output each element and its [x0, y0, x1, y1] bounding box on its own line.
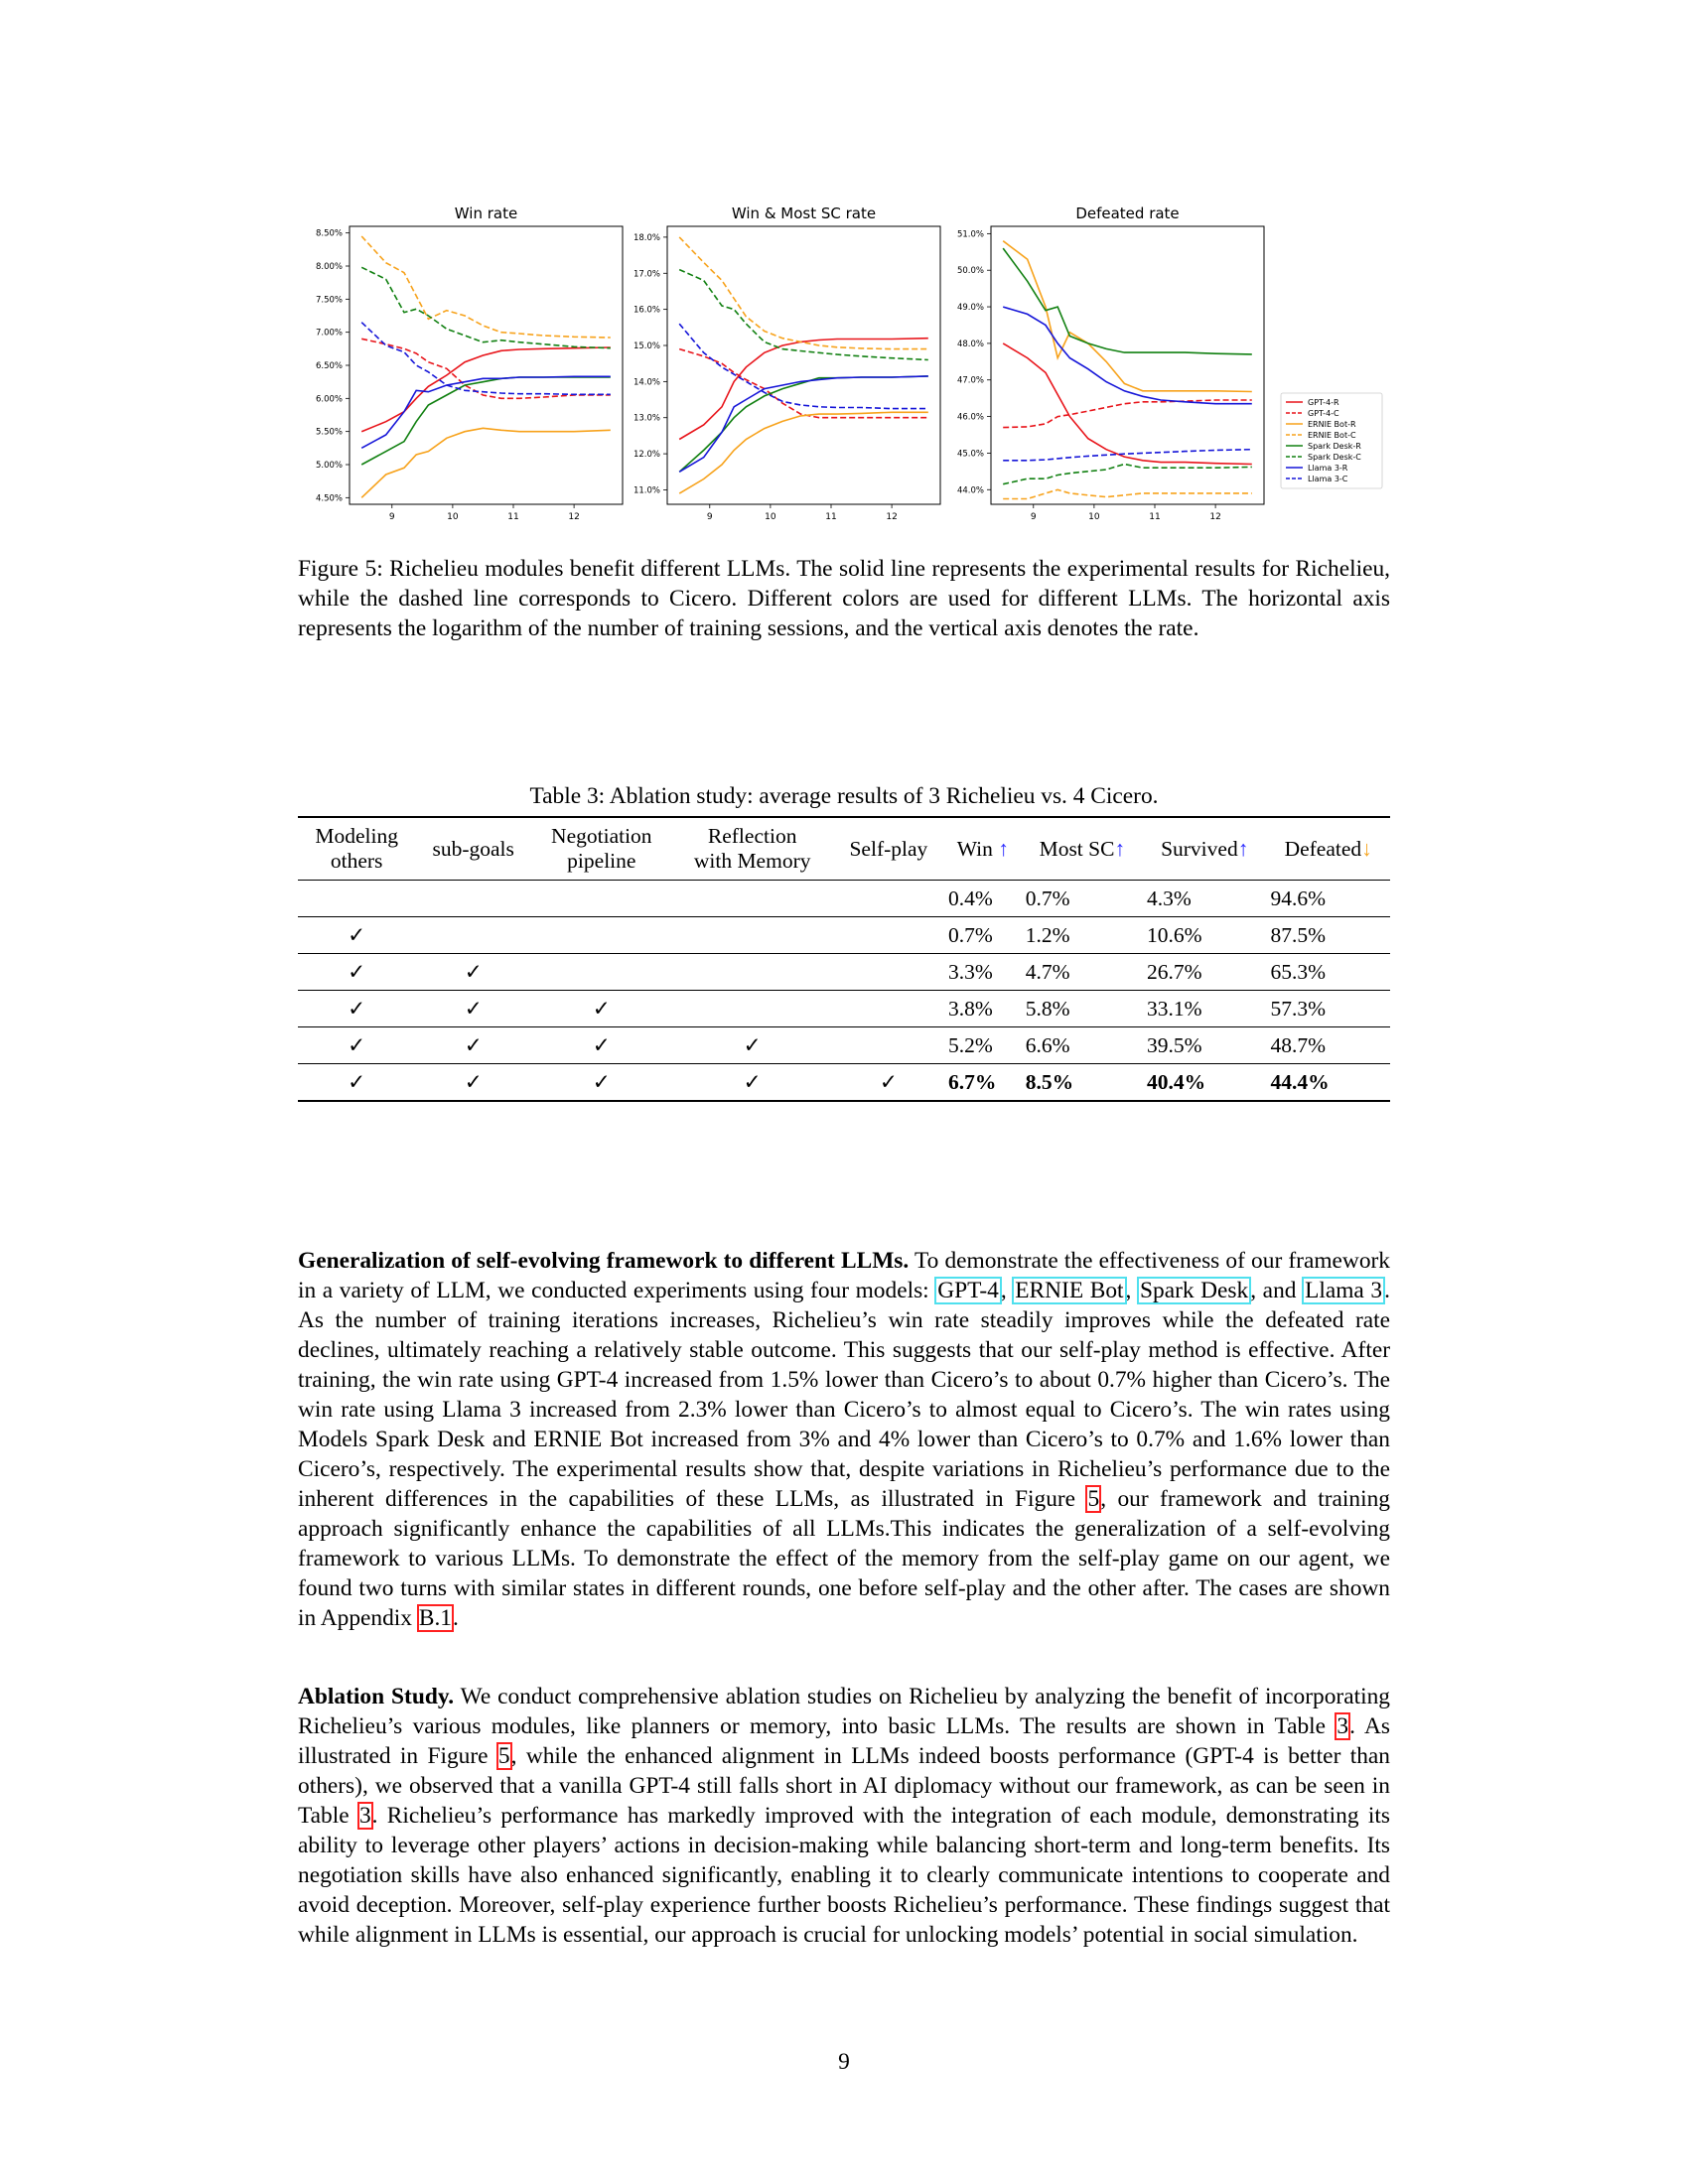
cell-reflection: ✓: [672, 1064, 833, 1102]
header-win: [944, 817, 1022, 881]
legend-label: Spark Desk-R: [1308, 442, 1361, 451]
plot-frame: [667, 226, 940, 504]
series-line: [679, 412, 928, 493]
cell-survived: 10.6%: [1143, 917, 1266, 954]
cell-win: 5.2%: [944, 1027, 1022, 1064]
series-line: [1003, 465, 1252, 484]
table-row: [298, 1027, 1390, 1064]
cell-reflection: [672, 881, 833, 917]
cell-modeling: ✓: [298, 954, 415, 991]
y-tick-label: 18.0%: [633, 232, 660, 243]
x-tick-label: 11: [825, 512, 837, 522]
cell-subgoals: ✓: [415, 954, 531, 991]
y-tick-label: 50.0%: [956, 266, 984, 277]
paragraph-text: .: [453, 1605, 459, 1632]
cell-win: 0.4%: [944, 881, 1022, 917]
x-tick-label: 10: [765, 512, 776, 522]
ablation-table: [298, 816, 1390, 1102]
cell-win: 0.7%: [944, 917, 1022, 954]
y-tick-label: 45.0%: [956, 449, 984, 460]
plot-frame: [991, 226, 1264, 504]
table-row: [298, 881, 1390, 917]
header-negotiation: [531, 817, 671, 881]
cell-survived: 26.7%: [1143, 954, 1266, 991]
series-line: [1003, 307, 1252, 404]
x-tick-label: 12: [1209, 512, 1221, 522]
paragraph-text: . Richelieu’s performance has markedly improved with the integration of each module, demonstrating its ability to leverage other players’ actions in decision-making while balancing short-term and long-term benefits. Its negotiation skills have also enhanced significantly, enabling it to clearly communicate intentions to cooperate and avoid deception. Moreover, self-play experience further boosts Richelieu’s performance. These findings suggest that while alignment in LLMs is essential, our approach is crucial for unlocking models’ potential in social simulation.: [298, 1803, 1390, 1949]
cell-reflection: [672, 991, 833, 1027]
ablation-heading: Ablation Study.: [298, 1684, 455, 1710]
series-line: [679, 270, 928, 360]
paragraph-text: ,: [1000, 1278, 1014, 1304]
plot-frame: [350, 226, 623, 504]
cell-reflection: [672, 954, 833, 991]
cell-negotiation: [531, 954, 671, 991]
y-tick-label: 13.0%: [633, 413, 660, 424]
y-tick-label: 7.00%: [315, 328, 343, 339]
x-tick-label: 12: [886, 512, 898, 522]
table-row: [298, 991, 1390, 1027]
series-line: [679, 237, 928, 349]
header-subgoals: [415, 817, 531, 881]
cell-modeling: ✓: [298, 991, 415, 1027]
x-tick-label: 12: [568, 512, 580, 522]
y-tick-label: 16.0%: [633, 305, 660, 316]
cell-negotiation: ✓: [531, 991, 671, 1027]
cell-negotiation: [531, 917, 671, 954]
cell-mostsc: 8.5%: [1022, 1064, 1143, 1102]
header-modeling-others: [298, 817, 415, 881]
cell-defeated: 65.3%: [1267, 954, 1391, 991]
table-title: Table 3: Ablation study: average results of 3 Richelieu vs. 4 Cicero.: [529, 783, 1159, 809]
cell-modeling: ✓: [298, 1064, 415, 1102]
legend-label: ERNIE Bot-C: [1308, 431, 1356, 440]
y-tick-label: 49.0%: [956, 303, 984, 314]
series-line: [361, 377, 611, 465]
appendix-ref-link[interactable]: B.1: [418, 1605, 453, 1632]
y-tick-label: 7.50%: [315, 295, 343, 306]
series-line: [679, 339, 928, 440]
figure-ref-link[interactable]: 5: [1087, 1486, 1100, 1513]
generalization-paragraph: [298, 1246, 1390, 1633]
header-selfplay-label: Self-play: [849, 836, 928, 861]
cell-survived: 4.3%: [1143, 881, 1266, 917]
header-defeated: [1267, 817, 1391, 881]
series-line: [361, 428, 611, 497]
y-tick-label: 46.0%: [956, 412, 984, 423]
header-defeated-label: Defeated: [1284, 836, 1362, 861]
citation-link-gpt4[interactable]: GPT-4: [937, 1278, 999, 1304]
citation-link-ernie[interactable]: ERNIE Bot: [1015, 1278, 1124, 1304]
legend-label: Spark Desk-C: [1308, 453, 1361, 462]
cell-subgoals: ✓: [415, 1064, 531, 1102]
chart-title: Win & Most SC rate: [731, 205, 877, 222]
series-line: [361, 236, 611, 338]
series-line: [361, 323, 611, 395]
cell-reflection: [672, 917, 833, 954]
y-tick-label: 8.00%: [315, 262, 343, 272]
cell-defeated: 57.3%: [1267, 991, 1391, 1027]
cell-selfplay: [833, 954, 944, 991]
cell-win: 6.7%: [944, 1064, 1022, 1102]
header-modeling-line2: others: [330, 849, 383, 873]
cell-negotiation: [531, 881, 671, 917]
x-tick-label: 10: [1088, 512, 1100, 522]
y-tick-label: 17.0%: [633, 269, 660, 280]
y-tick-label: 51.0%: [956, 229, 984, 240]
header-negotiation-line2: pipeline: [567, 849, 636, 873]
table-header-row: [298, 817, 1390, 881]
paragraph-text: , our framework and training approach significantly enhance the capabilities of all LLMs.This indicates the generalization of a self-evolving framework to various LLMs. To demonstrate the effect of the memory from the self-play game on our agent, we found two turns with similar states in different rounds, one before self-play and the other after. The cases are shown in Appendix: [298, 1486, 1390, 1632]
table-ref-link[interactable]: 3: [1336, 1713, 1349, 1740]
chart-legend: [1281, 393, 1382, 488]
series-line: [679, 376, 928, 472]
header-selfplay: [833, 817, 944, 881]
y-tick-label: 11.0%: [633, 485, 660, 496]
y-tick-label: 48.0%: [956, 339, 984, 349]
cell-negotiation: ✓: [531, 1027, 671, 1064]
cell-modeling: ✓: [298, 1027, 415, 1064]
x-tick-label: 11: [1149, 512, 1161, 522]
cell-defeated: 87.5%: [1267, 917, 1391, 954]
arrow-down-icon: ↓: [1361, 836, 1372, 861]
page-number: 9: [838, 2049, 850, 2075]
header-negotiation-line1: Negotiation: [551, 824, 652, 848]
table-row: [298, 1064, 1390, 1102]
paragraph-text: . As illustrated in Figure: [298, 1713, 1390, 1770]
y-tick-label: 47.0%: [956, 375, 984, 386]
cell-survived: 40.4%: [1143, 1064, 1266, 1102]
series-line: [361, 376, 611, 448]
x-tick-label: 9: [388, 512, 395, 522]
header-win-label: Win: [956, 836, 993, 861]
y-tick-label: 6.50%: [315, 361, 343, 371]
y-tick-label: 8.50%: [315, 228, 343, 239]
cell-survived: 39.5%: [1143, 1027, 1266, 1064]
header-mostsc-label: Most SC: [1039, 836, 1115, 861]
chart-title: Win rate: [454, 205, 518, 222]
series-line: [679, 349, 928, 418]
series-line: [679, 324, 928, 408]
chart-panel: [957, 205, 1264, 522]
y-tick-label: 6.00%: [315, 394, 343, 405]
paragraph-text: We conduct comprehensive ablation studies on Richelieu by analyzing the benefit of incorporating Richelieu’s various modules, like planners or memory, into basic LLMs. The results are shown in Table: [298, 1684, 1390, 1740]
cell-mostsc: 1.2%: [1022, 917, 1143, 954]
arrow-up-icon: ↑: [998, 836, 1009, 861]
legend-label: Llama 3-C: [1308, 475, 1348, 483]
arrow-up-icon: ↑: [1237, 836, 1249, 861]
cell-modeling: [298, 881, 415, 917]
cell-selfplay: [833, 991, 944, 1027]
series-line: [1003, 248, 1252, 354]
series-line: [1003, 450, 1252, 461]
y-tick-label: 14.0%: [633, 377, 660, 388]
cell-mostsc: 6.6%: [1022, 1027, 1143, 1064]
chart-title: Defeated rate: [1075, 205, 1180, 222]
table-row: [298, 954, 1390, 991]
generalization-heading: Generalization of self-evolving framework to different LLMs.: [298, 1248, 910, 1275]
figure-caption: Figure 5: Richelieu modules benefit different LLMs. The solid line represents the experimental results for Richelieu, while the dashed line corresponds to Cicero. Different colors are used for different LLMs. The horizontal axis represents the logarithm of the number of training sessions, and the vertical axis denotes the rate.: [298, 556, 1390, 641]
header-reflection: [672, 817, 833, 881]
cell-modeling: ✓: [298, 917, 415, 954]
legend-label: GPT-4-C: [1308, 409, 1339, 418]
cell-subgoals: ✓: [415, 991, 531, 1027]
citation-link-spark[interactable]: Spark Desk: [1139, 1278, 1249, 1304]
y-tick-label: 15.0%: [633, 341, 660, 351]
y-tick-label: 4.50%: [315, 493, 343, 504]
cell-defeated: 44.4%: [1267, 1064, 1391, 1102]
cell-negotiation: ✓: [531, 1064, 671, 1102]
header-reflection-line1: Reflection: [707, 824, 797, 848]
cell-selfplay: [833, 917, 944, 954]
y-tick-label: 12.0%: [633, 450, 660, 461]
chart-panel: [633, 205, 940, 522]
cell-mostsc: 0.7%: [1022, 881, 1143, 917]
header-survived: [1143, 817, 1266, 881]
paragraph-text: , while the enhanced alignment in LLMs indeed boosts performance (GPT-4 is better than others), we observed that a vanilla GPT-4 still falls short in AI diplomacy without our framework, as can be seen in Table: [298, 1743, 1390, 1830]
header-subgoals-label: sub-goals: [432, 836, 514, 861]
y-tick-label: 5.50%: [315, 427, 343, 438]
paragraph-text: To demonstrate the effectiveness of our framework in a variety of LLM, we conducted experiments using four models:: [298, 1248, 1390, 1304]
figure-ref-link[interactable]: 5: [497, 1743, 510, 1770]
cell-mostsc: 5.8%: [1022, 991, 1143, 1027]
cell-defeated: 48.7%: [1267, 1027, 1391, 1064]
header-mostsc: [1022, 817, 1143, 881]
header-modeling-line1: Modeling: [315, 824, 398, 848]
cell-selfplay: [833, 881, 944, 917]
cell-subgoals: ✓: [415, 1027, 531, 1064]
table-row: [298, 917, 1390, 954]
header-reflection-line2: with Memory: [693, 849, 811, 873]
chart-panel: [316, 205, 623, 522]
x-tick-label: 9: [1030, 512, 1037, 522]
paragraph-text: , and: [1250, 1278, 1304, 1304]
cell-defeated: 94.6%: [1267, 881, 1391, 917]
legend-label: Llama 3-R: [1308, 464, 1348, 473]
legend-label: GPT-4-R: [1308, 398, 1339, 407]
cell-selfplay: ✓: [833, 1064, 944, 1102]
cell-subgoals: [415, 917, 531, 954]
cell-selfplay: [833, 1027, 944, 1064]
header-survived-label: Survived: [1161, 836, 1238, 861]
x-tick-label: 10: [447, 512, 459, 522]
legend-label: ERNIE Bot-R: [1308, 420, 1356, 429]
cell-survived: 33.1%: [1143, 991, 1266, 1027]
table-ref-link[interactable]: 3: [358, 1803, 371, 1830]
series-line: [679, 376, 928, 472]
arrow-up-icon: ↑: [1114, 836, 1126, 861]
cell-mostsc: 4.7%: [1022, 954, 1143, 991]
series-line: [1003, 489, 1252, 498]
figure-5-charts: [298, 199, 1390, 522]
x-tick-label: 9: [706, 512, 713, 522]
cell-win: 3.8%: [944, 991, 1022, 1027]
cell-subgoals: [415, 881, 531, 917]
cell-reflection: ✓: [672, 1027, 833, 1064]
citation-link-llama[interactable]: Llama 3: [1305, 1278, 1383, 1304]
paragraph-text: . As the number of training iterations increases, Richelieu’s win rate steadily improves while the defeated rate declines, ultimately reaching a relatively stable outcome. This suggests that our self-play method is effective. After training, the win rate using GPT-4 increased from 1.5% lower than Cicero’s to about 0.7% higher than Cicero’s. The win rate using Llama 3 increased from 2.3% lower than Cicero’s to almost equal to Cicero’s. The win rates using Models Spark Desk and ERNIE Bot increased from 3% and 4% lower than Cicero’s to 0.7% and 1.6% lower than Cicero’s, respectively. The experimental results show that, despite variations in Richelieu’s performance due to the inherent differences in the capabilities of these LLMs, as illustrated in Figure: [298, 1278, 1390, 1513]
y-tick-label: 44.0%: [956, 485, 984, 496]
figure-5: [298, 199, 1390, 522]
y-tick-label: 5.00%: [315, 461, 343, 471]
paragraph-text: ,: [1125, 1278, 1138, 1304]
x-tick-label: 11: [507, 512, 519, 522]
cell-win: 3.3%: [944, 954, 1022, 991]
ablation-paragraph: [298, 1682, 1390, 1950]
